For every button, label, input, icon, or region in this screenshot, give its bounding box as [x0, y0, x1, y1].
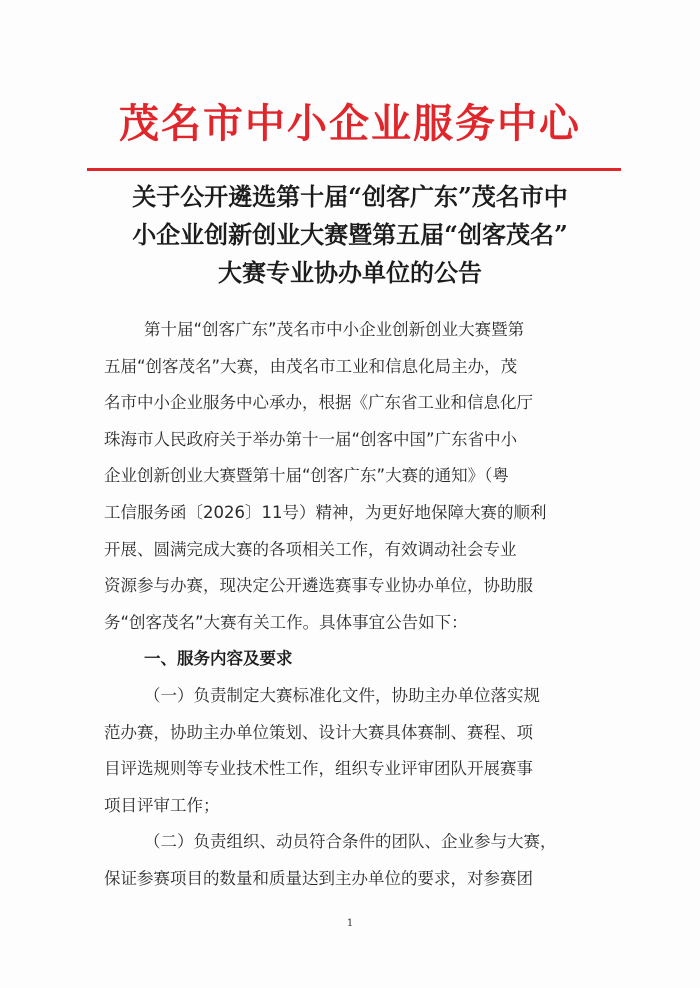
body-line: 名市中小企业服务中心承办，根据《广东省工业和信息化厅: [104, 393, 533, 413]
notice-body: [104, 312, 604, 898]
body-line: 开展、圆满完成大赛的各项相关工作，有效调动社会专业: [104, 539, 517, 559]
notice-title: [96, 178, 604, 292]
body-line: 保证参赛项目的数量和质量达到主办单位的要求，对参赛团: [104, 868, 533, 888]
organization-header: 茂名市中小企业服务中心: [119, 100, 581, 147]
body-line: 企业创新创业大赛暨第十届“创客广东”大赛的通知》（粤: [104, 466, 509, 486]
title-line: 关于公开遴选第十届“创客广东”茂名市中: [132, 182, 568, 211]
body-line: 珠海市人民政府关于举办第十一届“创客中国”广东省中小: [104, 429, 518, 449]
header-red-rule: [87, 168, 621, 171]
section-heading: 一、服务内容及要求: [144, 649, 293, 669]
body-line: （二）负责组织、动员符合条件的团队、企业参与大赛，: [144, 832, 557, 852]
title-line: 小企业创新创业大赛暨第五届“创客茂名”: [132, 220, 568, 249]
body-line: 范办赛，协助主办单位策划、设计大赛具体赛制、赛程、项: [104, 722, 533, 742]
body-line: 目评选规则等专业技术性工作，组织专业评审团队开展赛事: [104, 759, 533, 779]
body-line: 务“创客茂名”大赛有关工作。具体事宜公告如下：: [104, 612, 468, 632]
body-line: 资源参与办赛，现决定公开遴选赛事专业协办单位，协助服: [104, 576, 533, 596]
body-line: 第十届“创客广东”茂名市中小企业创新创业大赛暨第: [144, 320, 525, 339]
body-line: 项目评审工作；: [104, 795, 220, 815]
body-line: 工信服务函〔2026〕11号）精神，为更好地保障大赛的顺利: [104, 502, 547, 522]
body-line: 五届“创客茂名”大赛，由茂名市工业和信息化局主办，茂: [104, 356, 518, 376]
title-line: 大赛专业协办单位的公告: [218, 258, 482, 287]
page-number: 1: [346, 918, 354, 929]
body-line: （一）负责制定大赛标准化文件，协助主办单位落实规: [144, 685, 540, 705]
